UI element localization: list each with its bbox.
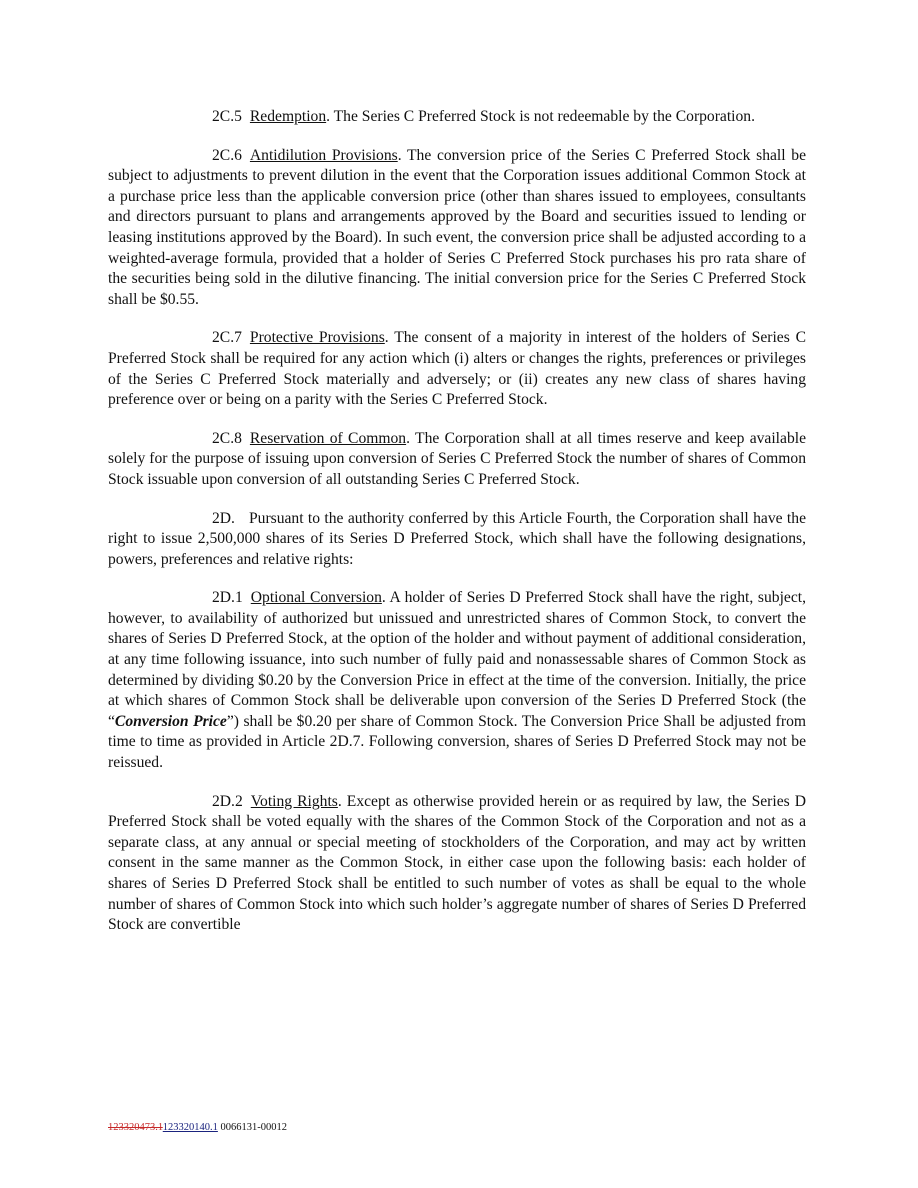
section-heading: Voting Rights: [250, 792, 338, 810]
section-number: 2C.8: [212, 429, 242, 447]
section-heading: Antidilution Provisions: [249, 146, 398, 164]
paragraph-spacer: [108, 128, 806, 146]
document-page: [108, 107, 806, 936]
defined-term: Conversion Price: [114, 712, 227, 730]
paragraph-spacer: [108, 411, 806, 429]
section-text: . A holder of Series D Preferred Stock shall have the right, subject, however, to availability of authorized but unissued and unrestricted shares of Common Stock, to convert the shares of Series D Preferred Stock, at the option of the holder and without payment of additional consideration, at any time following issuance, into such number of fully paid and nonassessable shares of Common Stock as determined by dividing $0.20 by the Conversion Price in effect at the time of the conversion. Initially, the price at which shares of Common Stock shall be deliverable upon conversion of the Series D Preferred Stock (the “: [108, 589, 806, 730]
paragraph-2c8: [108, 429, 806, 491]
section-text: . The Series C Preferred Stock is not redeemable by the Corporation.: [326, 108, 755, 125]
paragraph-2d1: [108, 588, 806, 773]
section-heading: Optional Conversion: [250, 589, 382, 607]
section-heading: Reservation of Common: [249, 429, 407, 447]
section-text: . The consent of a majority in interest of the holders of Series C Preferred Stock shall be required for any action which (i) alters or changes the rights, preferences or privileges of the Series C Preferred Stock materially and adversely; or (ii) creates any new class of shares having preference over or being on a parity with the Series C Preferred Stock.: [108, 329, 806, 409]
paragraph-2c7: [108, 328, 806, 410]
section-text: . The conversion price of the Series C Preferred Stock shall be subject to adjustments to prevent dilution in the event that the Corporation issues additional Common Stock at a purchase price less than the applicable conversion price (other than shares issued to employees, consultants and directors pursuant to plans and arrangements approved by the Board and securities issued to lending or leasing institutions approved by the Board). In such event, the conversion price shall be adjusted according to a weighted-average formula, provided that a holder of Series C Preferred Stock purchases his pro rata share of the securities being sold in the dilutive financing. The initial conversion price for the Series C Preferred Stock shall be $0.55.: [108, 146, 806, 308]
section-number: 2D.2: [212, 792, 243, 810]
deleted-document-id: 123320473.1: [108, 1122, 163, 1133]
paragraph-2d2: [108, 792, 806, 936]
paragraph-2d: [108, 509, 806, 571]
section-text-continued: ”) shall be $0.20 per share of Common Stock. The Conversion Price Shall be adjusted from time to time as provided in Article 2D.7. Following conversion, shares of Series D Preferred Stock may not be reissued.: [108, 712, 806, 772]
section-text: Pursuant to the authority conferred by this Article Fourth, the Corporation shall have the right to issue 2,500,000 shares of its Series D Preferred Stock, which shall have the following designations, powers, preferences and relative rights:: [108, 509, 806, 568]
paragraph-spacer: [108, 774, 806, 792]
paragraph-2c6: [108, 146, 806, 311]
document-footer: [108, 1121, 287, 1135]
paragraph-spacer: [108, 310, 806, 328]
matter-number: 0066131-00012: [220, 1122, 287, 1133]
section-number: 2C.5: [212, 108, 242, 125]
section-heading: Protective Provisions: [249, 329, 385, 347]
paragraph-spacer: [108, 570, 806, 588]
section-number: 2D.1: [212, 589, 243, 607]
section-number: 2C.7: [212, 329, 242, 347]
inserted-document-id: 123320140.1: [162, 1122, 218, 1133]
section-text: . The Corporation shall at all times reserve and keep available solely for the purpose of issuing upon conversion of Series C Preferred Stock the number of shares of Common Stock issuable upon conversion of all outstanding Series C Preferred Stock.: [108, 429, 806, 488]
section-number: 2C.6: [212, 146, 242, 164]
section-number: 2D.: [212, 509, 235, 527]
section-text: . Except as otherwise provided herein or as required by law, the Series D Preferred Stock shall be voted equally with the shares of the Common Stock of the Corporation and not as a separate class, at any annual or special meeting of stockholders of the Corporation, and may act by written consent in the same manner as the Common Stock, in either case upon the following basis: each holder of shares of Series D Preferred Stock shall be entitled to such number of votes as shall be equal to the whole number of shares of Common Stock into which such holder’s aggregate number of shares of Series D Preferred Stock are convertible: [108, 792, 806, 934]
section-heading: Redemption: [249, 108, 327, 125]
paragraph-2c5: [108, 107, 806, 128]
paragraph-spacer: [108, 491, 806, 509]
